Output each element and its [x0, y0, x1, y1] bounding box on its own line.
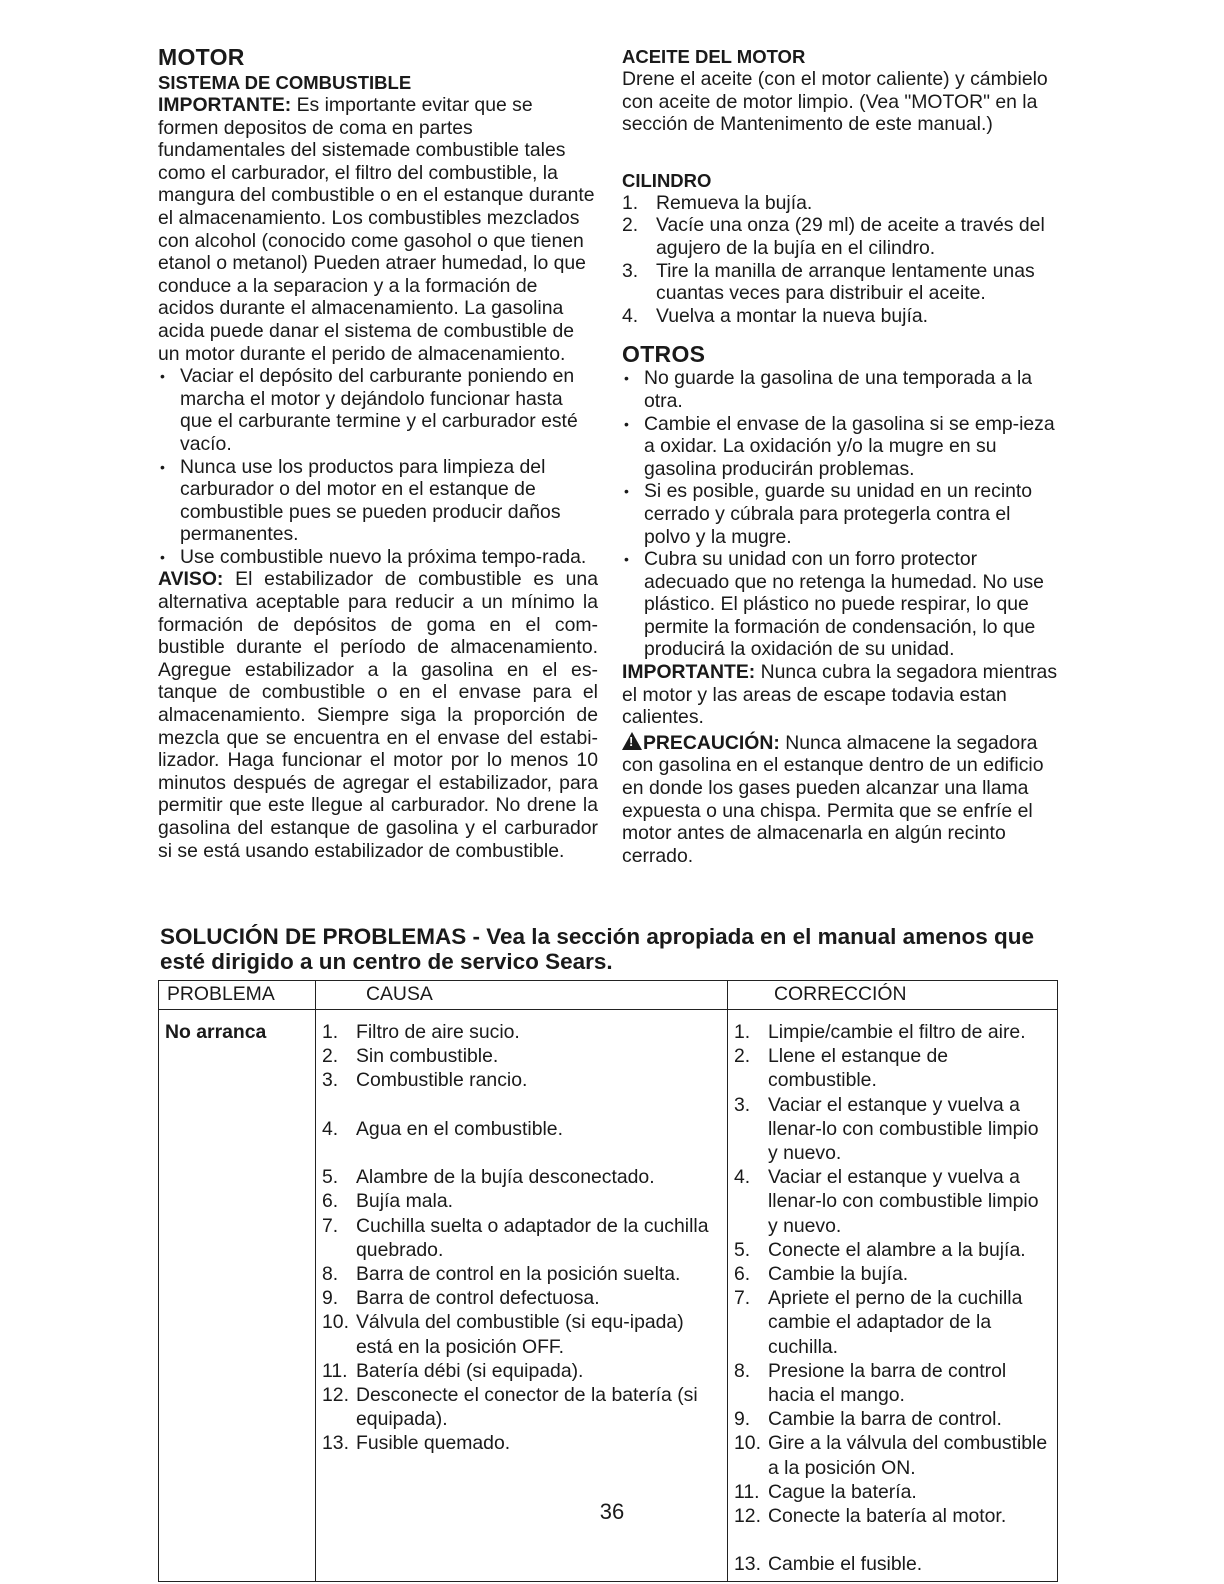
list-item: • Nunca use los productos para limpieza del carburador o del motor en el estanque de combustible pues se pueden producir daños permanentes.: [158, 456, 598, 546]
cylinder-heading: CILINDRO: [622, 169, 712, 191]
cause-item: [322, 1431, 721, 1455]
list-item: 2. Vacíe una onza (29 ml) de aceite a través del agujero de la bujía en el cilindro.: [622, 214, 1045, 259]
item-text: Batería débi (si equipada).: [356, 1359, 584, 1382]
item-text: Cambie la barra de control.: [768, 1408, 1002, 1431]
item-number: 12.: [322, 1384, 349, 1407]
cause-item: [322, 1189, 721, 1213]
list-item: • Cubra su unidad con un forro protector adecuado que no retenga la humedad. No use plástico. El plástico no puede respirar, lo que permite la formación de condensación, lo que producirá la oxidación de su unidad.: [622, 548, 1062, 661]
item-number: 7.: [322, 1214, 339, 1237]
header-cause: CAUSA: [316, 981, 728, 1010]
item-text: Vaciar el estanque y vuelva a llenar-lo con combustible limpio y nuevo.: [768, 1093, 1039, 1165]
caution-label: PRECAUCIÓN:: [643, 731, 780, 754]
item-text: Filtro de aire sucio.: [356, 1021, 520, 1043]
item-number: 6.: [322, 1190, 339, 1213]
cause-item: [322, 1044, 721, 1068]
item-number: 9.: [734, 1408, 751, 1431]
correction-cell: [728, 1010, 1058, 1582]
cause-item: [322, 1286, 721, 1310]
item-text: Fusible quemado.: [356, 1432, 511, 1455]
otros-heading: OTROS: [622, 341, 706, 368]
item-number: 13.: [734, 1553, 761, 1576]
item-text: Presione la barra de control hacia el mango.: [768, 1359, 1007, 1407]
important-text: Es importante evitar que se formen depositos de coma en partes fundamentales del sistemade combustible tales como el carburador, el filtro del combustible, la mangura del combustible o en el estanque durante el almacenamiento. Los combustibles mezclados con alcohol (conocido come gasohol o que tienen etanol o metanol) Pueden atraer humedad, lo que conduce a la separacion y a la formación de acidos durante el almacenamiento. La gasolina acida puede danar el sistema de combustible de un motor durante el perido de almacenamiento.: [158, 94, 595, 365]
cause-item: [322, 1310, 721, 1358]
item-number: 1.: [734, 1021, 751, 1043]
cause-item: [322, 1214, 721, 1262]
cause-item: [322, 1383, 721, 1431]
cause-item: [322, 1068, 721, 1116]
item-number: 12.: [734, 1505, 761, 1528]
item-number: 4.: [734, 1166, 751, 1189]
fuel-bullet-list: [158, 365, 598, 568]
item-text: Alambre de la bujía desconectado.: [356, 1166, 655, 1189]
item-number: 10.: [734, 1432, 761, 1455]
correction-item: [734, 1552, 1051, 1576]
header-problem: PROBLEMA: [159, 981, 316, 1010]
problem-label: No arranca: [165, 1021, 267, 1043]
list-item: 4. Vuelva a montar la nueva bujía.: [622, 304, 928, 327]
item-number: 1.: [322, 1021, 339, 1043]
item-text: Sin combustible.: [356, 1045, 499, 1068]
item-text: Barra de control defectuosa.: [356, 1287, 600, 1310]
list-item: 3. Tire la manilla de arranque lentamente unas cuantas veces para distribuir el aceite.: [622, 259, 1035, 305]
item-text: Válvula del combustible (si equ-ipada) está en la posición OFF.: [356, 1311, 684, 1358]
left-column: [158, 44, 598, 862]
correction-item: [734, 1238, 1051, 1262]
list-item: • Si es posible, guarde su unidad en un recinto cerrado y cúbrala para protegerla contra el polvo y la mugre.: [622, 480, 1062, 548]
item-text: Cambie la bujía.: [768, 1263, 909, 1286]
item-number: 13.: [322, 1432, 349, 1455]
caution-text: Nunca almacene la segadora con gasolina en el estanque dentro de un edificio en donde los gases pueden alcanzar una llama expuesta o una chispa. Permita que se enfríe el motor antes de almacenarla en algún recinto cerrado.: [622, 731, 1044, 867]
item-text: Llene el estanque de combustible.: [768, 1045, 949, 1092]
correction-item: [734, 1262, 1051, 1286]
right-column: [622, 44, 1062, 867]
aviso-paragraph: [158, 568, 598, 862]
item-number: 3.: [734, 1093, 751, 1116]
page-number: 36: [599, 1499, 625, 1524]
correction-item: [734, 1044, 1051, 1092]
cylinder-steps: [622, 192, 1062, 328]
item-number: 2.: [322, 1045, 339, 1068]
table-header-row: [159, 981, 1058, 1010]
item-number: 11.: [322, 1359, 348, 1382]
item-number: 5.: [734, 1238, 751, 1261]
item-number: 2.: [734, 1045, 751, 1068]
item-text: Limpie/cambie el filtro de aire.: [768, 1021, 1026, 1043]
correction-item: [734, 1165, 1051, 1238]
cause-item: [322, 1262, 721, 1286]
item-text: Cuchilla suelta o adaptador de la cuchilla quebrado.: [356, 1214, 709, 1261]
item-text: Agua en el combustible.: [356, 1117, 563, 1140]
motor-heading: MOTOR: [158, 44, 245, 70]
cause-item: [322, 1359, 721, 1383]
item-text: Combustible rancio.: [356, 1069, 528, 1092]
warning-triangle-icon: [622, 732, 642, 750]
troubleshooting-title: SOLUCIÓN DE PROBLEMAS - Vea la sección apropiada en el manual amenos que esté dirigido a un centro de servico Sears.: [160, 924, 1034, 974]
cause-cell: [316, 1010, 728, 1582]
important-label: IMPORTANTE:: [622, 661, 756, 684]
correction-item: [734, 1431, 1051, 1479]
fuel-important-paragraph: [158, 94, 598, 365]
header-correction: CORRECCIÓN: [728, 981, 1058, 1010]
correction-item: [734, 1359, 1051, 1407]
item-text: Desconecte el conector de la batería (si equipada).: [356, 1384, 698, 1431]
caution-paragraph: [622, 732, 1062, 868]
item-number: 5.: [322, 1166, 339, 1189]
fuel-system-heading: SISTEMA DE COMBUSTIBLE: [158, 72, 412, 93]
correction-item: [734, 1286, 1051, 1359]
cause-item: [322, 1117, 721, 1165]
important-label: IMPORTANTE:: [158, 94, 292, 116]
important-text: Nunca cubra la segadora mientras el motor y las areas de escape todavia estan calientes.: [622, 661, 1058, 729]
item-number: 4.: [322, 1117, 339, 1140]
item-number: 6.: [734, 1263, 751, 1286]
problem-cell: [159, 1010, 316, 1582]
item-number: 3.: [322, 1069, 339, 1092]
table-row: [159, 1010, 1058, 1582]
item-text: Barra de control en la posición suelta.: [356, 1263, 681, 1285]
troubleshooting-table: [158, 980, 1058, 1582]
aviso-label: AVISO:: [158, 568, 224, 591]
correction-item: [734, 1093, 1051, 1166]
item-number: 8.: [734, 1359, 751, 1382]
item-text: Conecte la batería al motor.: [768, 1505, 1007, 1528]
list-item: • Use combustible nuevo la próxima tempo-rada.: [158, 546, 598, 569]
item-text: Cambie el fusible.: [768, 1553, 923, 1576]
correction-item: [734, 1020, 1051, 1044]
item-text: Gire a la válvula del combustible a la posición ON.: [768, 1432, 1048, 1479]
item-number: 10.: [322, 1311, 349, 1334]
engine-oil-heading: ACEITE DEL MOTOR: [622, 46, 806, 67]
item-number: 11.: [734, 1480, 760, 1503]
list-item: • Vaciar el depósito del carburante poniendo en marcha el motor y dejándolo funcionar hasta que el carburante termine y el carburador esté vacío.: [158, 365, 598, 455]
aviso-text: El estabilizador de combustible es una alternativa aceptable para reducir a un mínimo la formación de depósitos de goma en el com-bustible durante el período de almacenamiento. Agregue estabilizador a la gasolina en el es-tanque de combustible o en el envase para el almacenamiento. Siempre siga la proporción de mezcla que se encuentra en el envase del estabi-lizador. Haga funcionar el motor por lo menos 10 minutos después de agregar el estabilizador, para permitir que este llegue al carburador. No drene la gasolina del estanque de gasolina y el carburador si se está usando estabilizador de combustible.: [158, 568, 598, 862]
item-number: 7.: [734, 1287, 751, 1310]
otros-important-paragraph: [622, 661, 1062, 729]
list-item: 1. Remueva la bujía.: [622, 191, 813, 214]
engine-oil-text: Drene el aceite (con el motor caliente) y cámbielo con aceite de motor limpio. (Vea "MOTOR" en la sección de Mantenimento de este manual.): [622, 68, 1048, 136]
item-number: 9.: [322, 1287, 339, 1310]
otros-bullet-list: [622, 367, 1062, 661]
item-text: Conecte el alambre a la bujía.: [768, 1238, 1026, 1261]
list-item: • No guarde la gasolina de una temporada a la otra.: [622, 367, 1062, 412]
item-number: 8.: [322, 1263, 339, 1285]
item-text: Vaciar el estanque y vuelva a llenar-lo con combustible limpio y nuevo.: [768, 1166, 1039, 1237]
item-text: Cague la batería.: [768, 1480, 917, 1503]
item-text: Bujía mala.: [356, 1190, 454, 1213]
correction-item: [734, 1407, 1051, 1431]
list-item: • Cambie el envase de la gasolina si se emp-ieza a oxidar. La oxidación y/o la mugre en su gasolina producirán problemas.: [622, 413, 1062, 481]
cause-item: [322, 1165, 721, 1189]
cause-item: [322, 1020, 721, 1044]
item-text: Apriete el perno de la cuchilla cambie el adaptador de la cuchilla.: [768, 1287, 1023, 1358]
